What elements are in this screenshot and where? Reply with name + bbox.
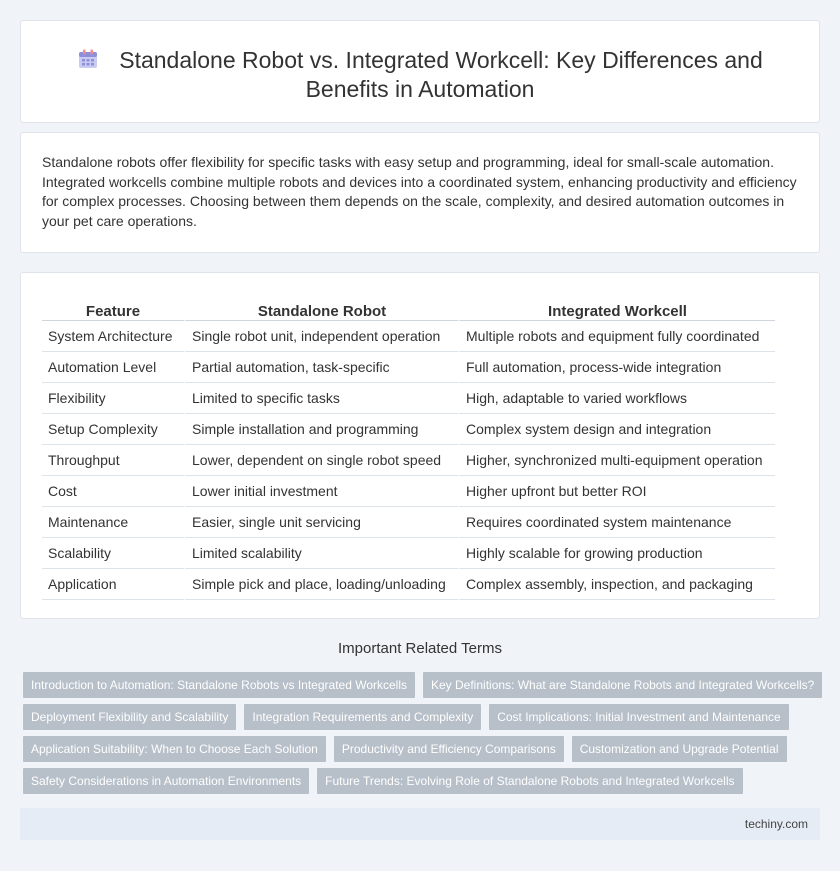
header-feature: Feature (42, 297, 184, 321)
workcell-cell: Full automation, process-wide integration (458, 352, 775, 383)
footer-brand[interactable]: techiny.com (744, 817, 808, 831)
related-terms-heading: Important Related Terms (338, 640, 502, 657)
feature-cell: Setup Complexity (42, 414, 184, 445)
standalone-cell: Lower initial investment (184, 476, 458, 507)
related-term-tag[interactable]: Key Definitions: What are Standalone Robots and Integrated Workcells? (423, 672, 822, 698)
related-term-tag[interactable]: Application Suitability: When to Choose Each Solution (23, 736, 326, 762)
footer-bar (20, 808, 820, 840)
workcell-cell: Highly scalable for growing production (458, 538, 775, 569)
feature-cell: Maintenance (42, 507, 184, 538)
related-term-tag[interactable]: Introduction to Automation: Standalone Robots vs Integrated Workcells (23, 672, 415, 698)
workcell-cell: Complex assembly, inspection, and packaging (458, 569, 775, 600)
table-row (42, 445, 775, 476)
related-term-tag[interactable]: Customization and Upgrade Potential (572, 736, 787, 762)
related-term-tag[interactable]: Future Trends: Evolving Role of Standalone Robots and Integrated Workcells (317, 768, 742, 794)
workcell-cell: Higher, synchronized multi-equipment operation (458, 445, 775, 476)
table-row (42, 476, 775, 507)
table-row (42, 414, 775, 445)
intro-paragraph: Standalone robots offer flexibility for specific tasks with easy setup and programming, ideal for small-scale automation. Integrated workcells combine multiple robots and devices into a coordinated system, enhancing productivity and efficiency for complex processes. Choosing between them depends on the scale, complexity, and desired automation outcomes in your pet care operations. (42, 154, 797, 229)
table-row (42, 383, 775, 414)
feature-cell: Flexibility (42, 383, 184, 414)
related-term-tag[interactable]: Cost Implications: Initial Investment and Maintenance (489, 704, 788, 730)
related-term-tag[interactable]: Productivity and Efficiency Comparisons (334, 736, 564, 762)
header-standalone-robot: Standalone Robot (184, 297, 458, 321)
comparison-table (42, 297, 775, 600)
table-row (42, 569, 775, 600)
title-card (20, 20, 820, 123)
table-row (42, 352, 775, 383)
standalone-cell: Easier, single unit servicing (184, 507, 458, 538)
feature-cell: System Architecture (42, 321, 184, 352)
standalone-cell: Simple pick and place, loading/unloading (184, 569, 458, 600)
page-title-text: Standalone Robot vs. Integrated Workcell: Key Differences and Benefits in Automation (119, 47, 763, 102)
table-row (42, 538, 775, 569)
feature-cell: Throughput (42, 445, 184, 476)
workcell-cell: Higher upfront but better ROI (458, 476, 775, 507)
workcell-cell: Complex system design and integration (458, 414, 775, 445)
related-term-tag[interactable]: Deployment Flexibility and Scalability (23, 704, 236, 730)
standalone-cell: Limited to specific tasks (184, 383, 458, 414)
standalone-cell: Simple installation and programming (184, 414, 458, 445)
calendar-icon (77, 48, 99, 70)
related-term-tag[interactable]: Integration Requirements and Complexity (244, 704, 481, 730)
comparison-card (20, 272, 820, 619)
standalone-cell: Partial automation, task-specific (184, 352, 458, 383)
intro-card (20, 132, 820, 253)
table-row (42, 507, 775, 538)
related-term-tag[interactable]: Safety Considerations in Automation Environments (23, 768, 309, 794)
feature-cell: Application (42, 569, 184, 600)
feature-cell: Cost (42, 476, 184, 507)
workcell-cell: Requires coordinated system maintenance (458, 507, 775, 538)
page-title (61, 46, 779, 104)
standalone-cell: Single robot unit, independent operation (184, 321, 458, 352)
feature-cell: Automation Level (42, 352, 184, 383)
feature-cell: Scalability (42, 538, 184, 569)
table-header-row (42, 297, 775, 321)
workcell-cell: Multiple robots and equipment fully coordinated (458, 321, 775, 352)
workcell-cell: High, adaptable to varied workflows (458, 383, 775, 414)
related-terms-list (23, 672, 823, 794)
standalone-cell: Lower, dependent on single robot speed (184, 445, 458, 476)
standalone-cell: Limited scalability (184, 538, 458, 569)
table-row (42, 321, 775, 352)
header-integrated-workcell: Integrated Workcell (458, 297, 775, 321)
